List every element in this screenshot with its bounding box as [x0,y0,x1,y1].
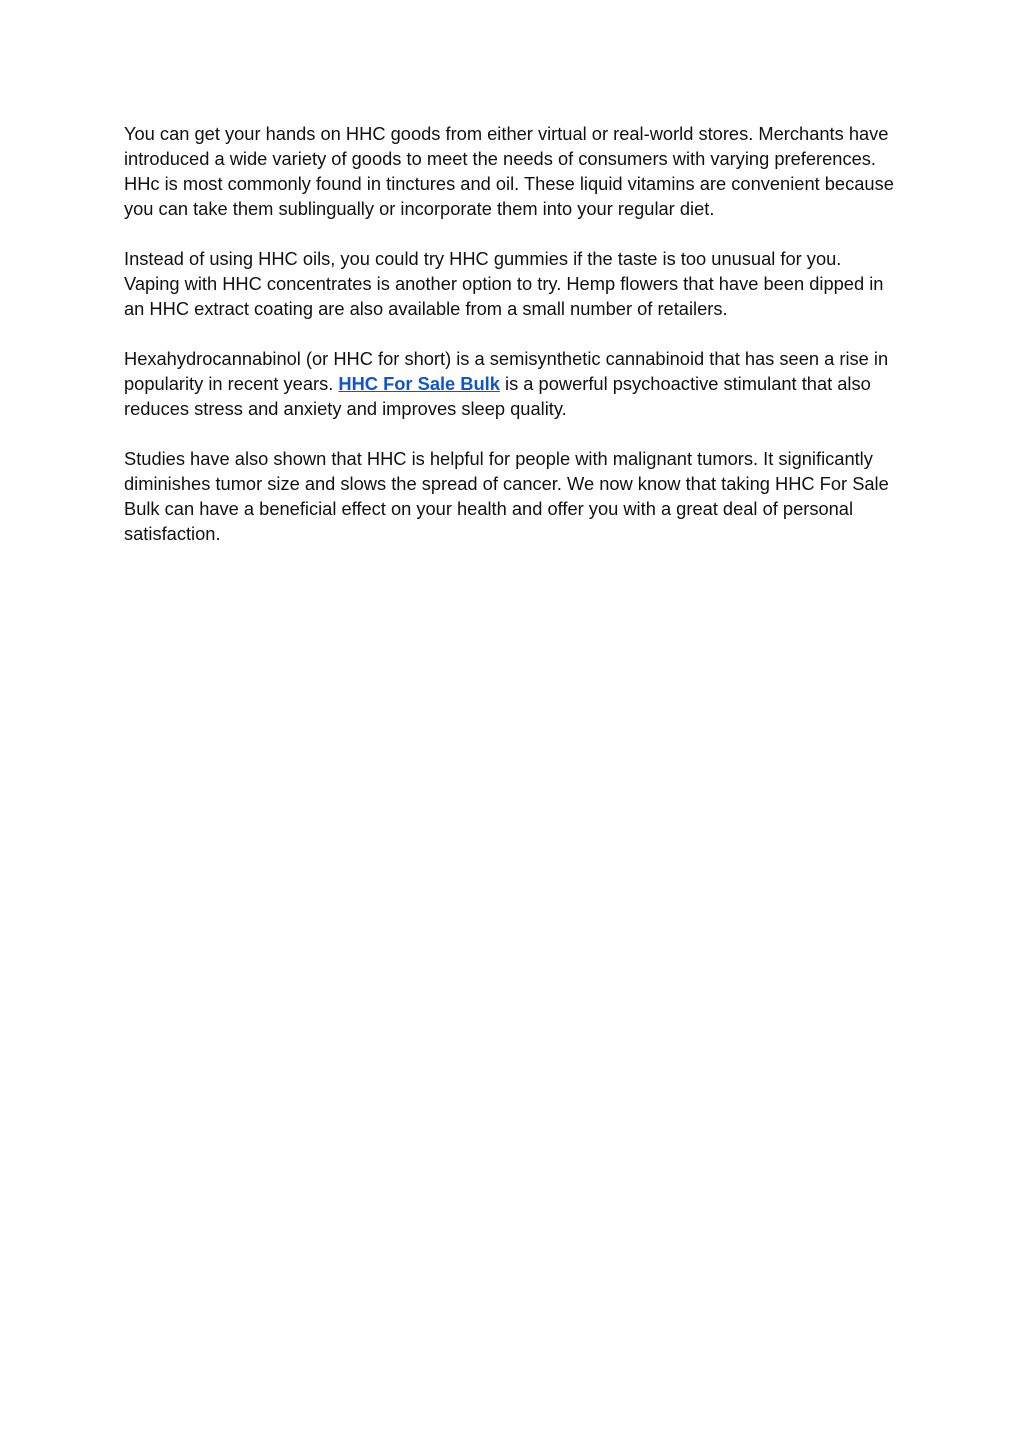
paragraph-2: Instead of using HHC oils, you could try HHC gummies if the taste is too unusual for you. Vaping with HHC concentrates is another option to try. Hemp flowers that have been dipped in an HHC extract coating are also available from a small number of retailers. [124,248,884,319]
document-body [124,121,900,571]
hhc-for-sale-bulk-link[interactable]: HHC For Sale Bulk [338,373,500,394]
paragraph-1: You can get your hands on HHC goods from either virtual or real-world stores. Merchants have introduced a wide variety of goods to meet the needs of consumers with varying preferences. HHc is most commonly found in tinctures and oil. These liquid vitamins are convenient because you can take them sublingually or incorporate them into your regular diet. [124,123,894,219]
paragraph-3 [124,346,900,421]
paragraph-3-text-before: Hexahydrocannabinol (or HHC for short) is a semisynthetic cannabinoid that has seen a rise in popularity in recent years. [124,348,889,394]
paragraph-4: Studies have also shown that HHC is helpful for people with malignant tumors. It significantly diminishes tumor size and slows the spread of cancer. We now know that taking HHC For Sale Bulk can have a beneficial effect on your health and offer you with a great deal of personal satisfaction. [124,448,889,544]
paragraph-3-text-after: is a powerful psychoactive stimulant that also reduces stress and anxiety and improves sleep quality. [124,373,871,419]
